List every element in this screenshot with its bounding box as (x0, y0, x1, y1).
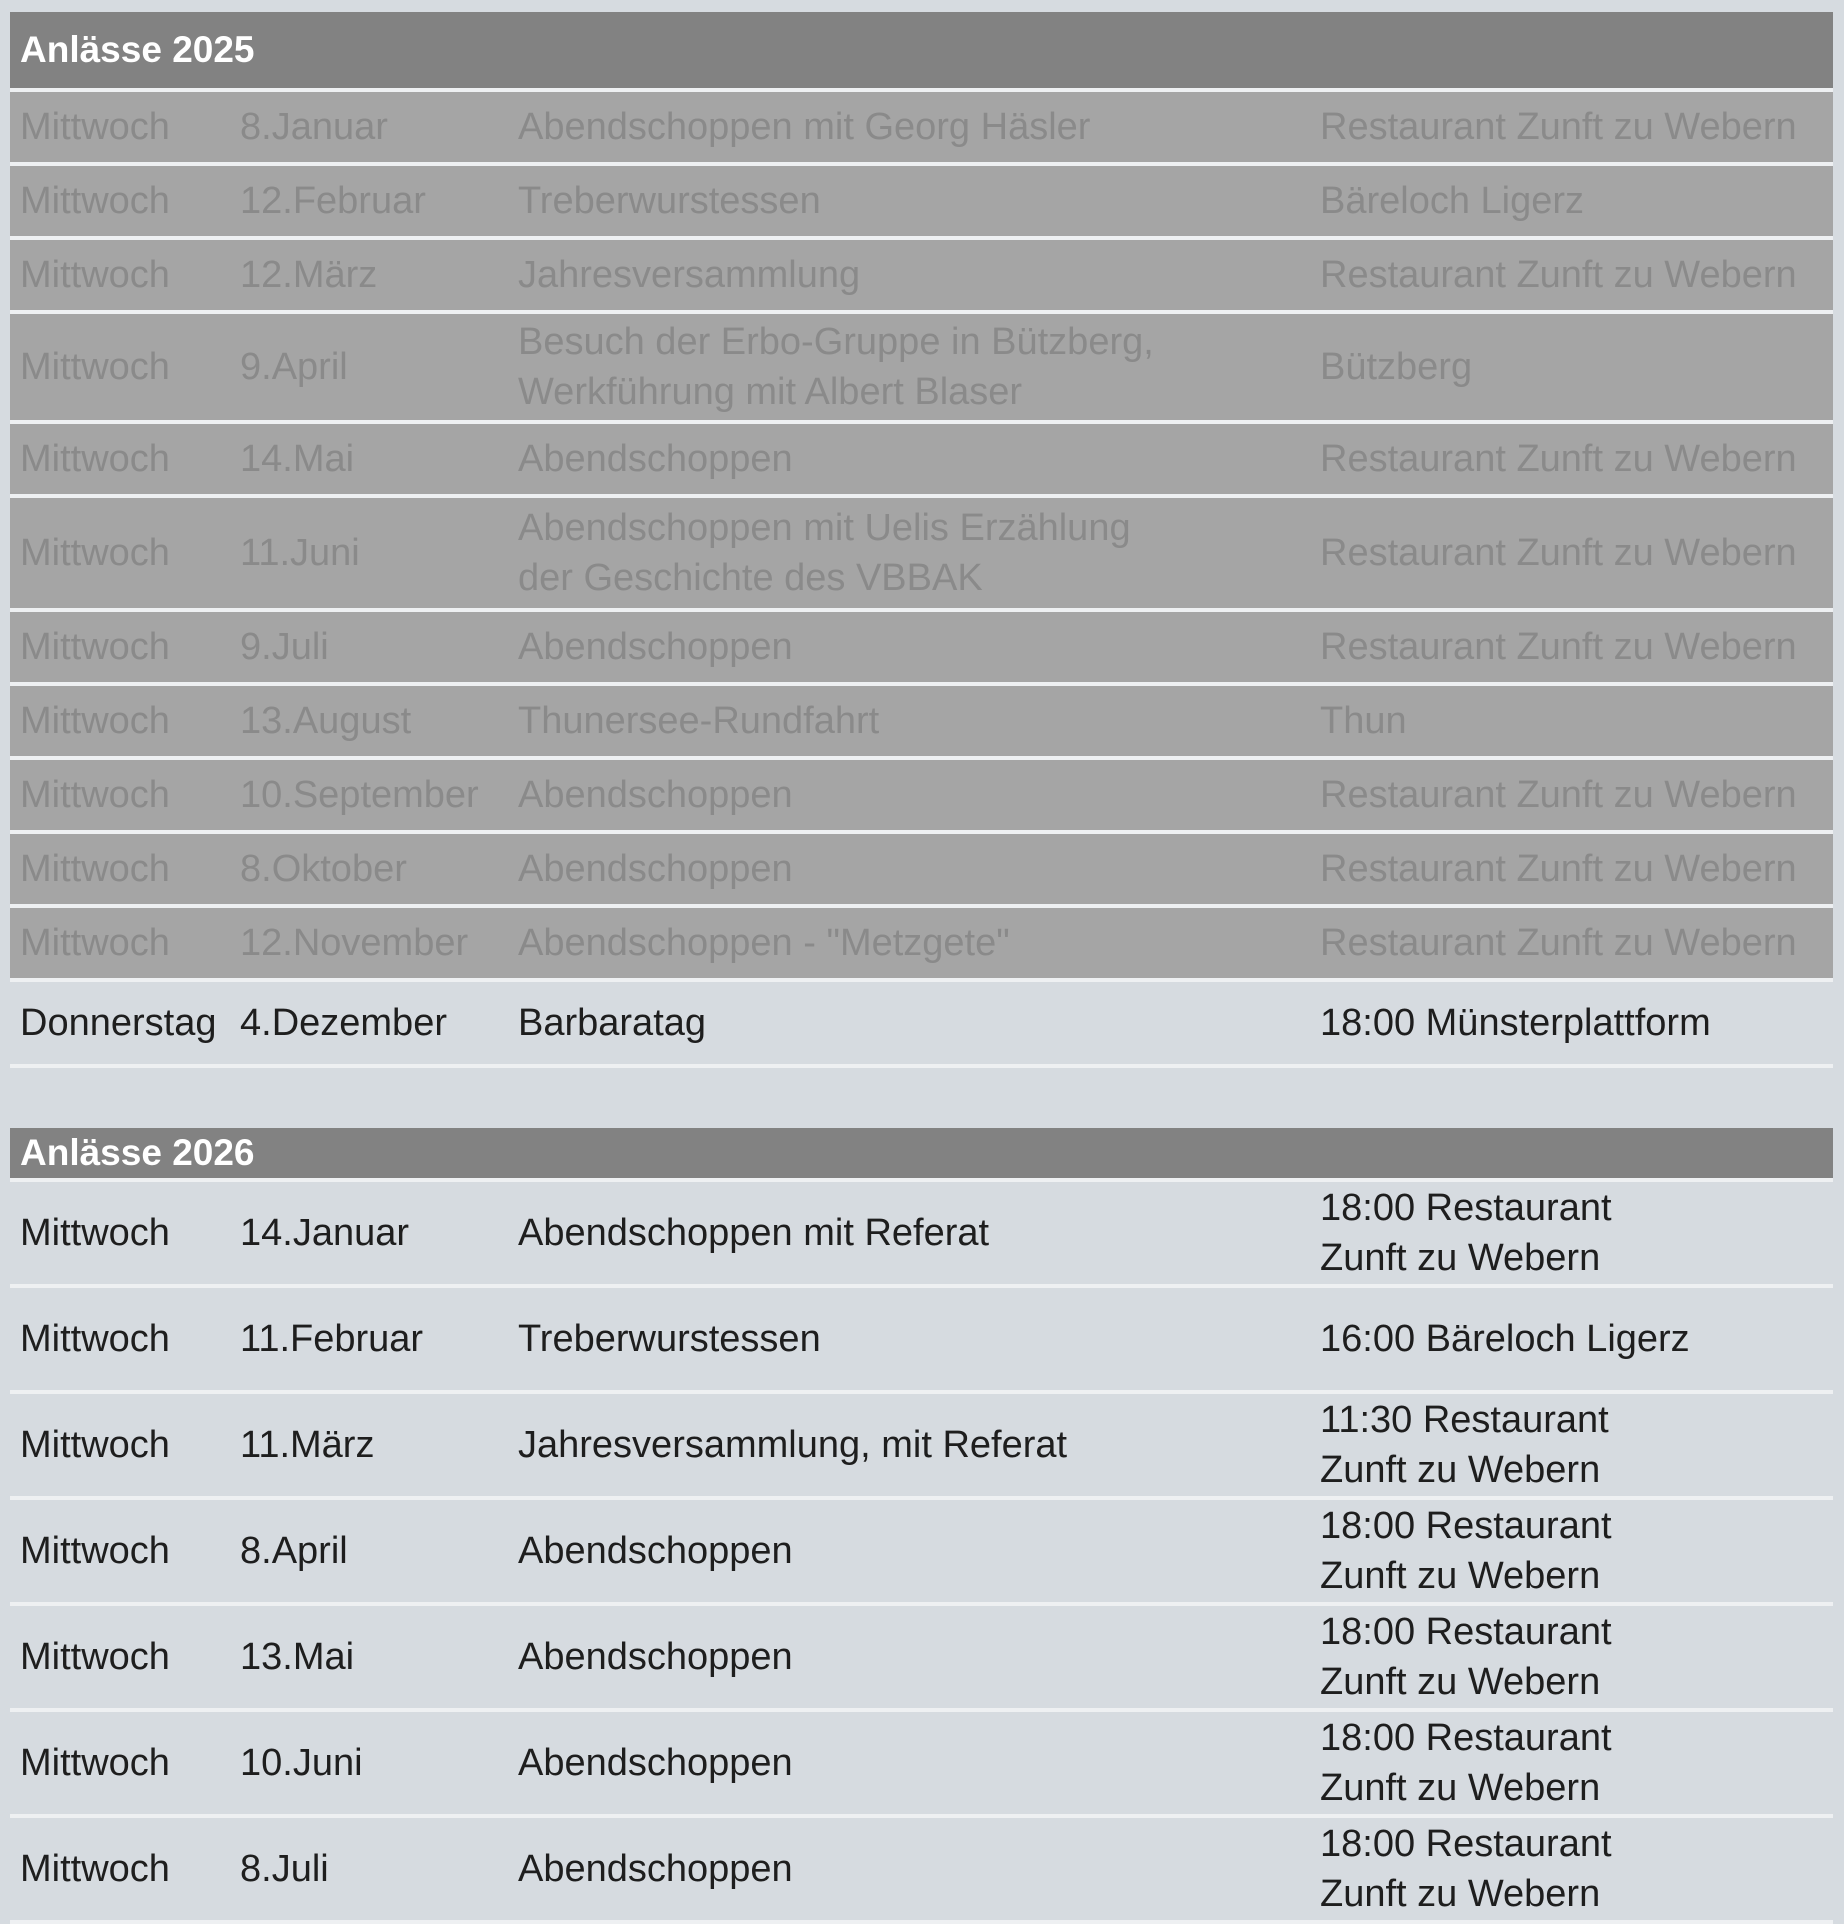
event-place: Restaurant Zunft zu Webern (1320, 922, 1797, 964)
event-date: 14.Januar (240, 1212, 410, 1254)
event-title: Treberwurstessen (518, 1318, 821, 1360)
event-day: Donnerstag (20, 1002, 217, 1044)
event-title: Besuch der Erbo-Gruppe in Bützberg, Werkführung mit Albert Blaser (518, 321, 1154, 413)
event-date: 11.Februar (240, 1318, 424, 1360)
event-date: 11.März (240, 1424, 375, 1466)
event-day: Mittwoch (20, 1318, 170, 1360)
table-row (10, 424, 1833, 498)
table-row (10, 1712, 1833, 1818)
event-title: Abendschoppen (518, 1530, 793, 1572)
event-date: 8.Juli (240, 1848, 329, 1890)
event-date: 13.August (240, 700, 412, 742)
event-title: Abendschoppen (518, 1636, 793, 1678)
event-day: Mittwoch (20, 848, 170, 890)
table-row (10, 1500, 1833, 1606)
event-day: Mittwoch (20, 1212, 170, 1254)
event-place: Restaurant Zunft zu Webern (1320, 254, 1797, 296)
event-day: Mittwoch (20, 1530, 170, 1572)
table-row (10, 166, 1833, 240)
table-row (10, 498, 1833, 612)
table-row (10, 760, 1833, 834)
event-title: Abendschoppen (518, 1742, 793, 1784)
event-title: Abendschoppen - "Metzgete" (518, 922, 1010, 964)
table-row (10, 1606, 1833, 1712)
table-row (10, 240, 1833, 314)
table-row (10, 1818, 1833, 1924)
event-title: Jahresversammlung (518, 254, 861, 296)
event-title: Abendschoppen (518, 774, 793, 816)
event-date: 12.Februar (240, 180, 426, 222)
events-2025-table (10, 12, 1833, 1068)
table-row (10, 612, 1833, 686)
event-date: 8.Oktober (240, 848, 407, 890)
events-2026-table (10, 1128, 1833, 1924)
event-title: Abendschoppen mit Uelis Erzählung der Geschichte des VBBAK (518, 507, 1131, 599)
event-place: 18:00 Restaurant Zunft zu Webern (1320, 1611, 1612, 1703)
table-row (10, 686, 1833, 760)
event-date: 9.Juli (240, 626, 329, 668)
event-place: 18:00 Restaurant Zunft zu Webern (1320, 1823, 1612, 1915)
event-place: Restaurant Zunft zu Webern (1320, 774, 1797, 816)
event-title: Barbaratag (518, 1002, 707, 1044)
table-row (10, 1288, 1833, 1394)
event-day: Mittwoch (20, 254, 170, 296)
event-place: 18:00 Restaurant Zunft zu Webern (1320, 1505, 1612, 1597)
event-date: 13.Mai (240, 1636, 355, 1678)
section-title-2026: Anlässe 2026 (10, 1128, 1833, 1182)
event-date: 12.März (240, 254, 378, 296)
event-date: 4.Dezember (240, 1002, 447, 1044)
event-place: Restaurant Zunft zu Webern (1320, 626, 1797, 668)
event-date: 8.April (240, 1530, 348, 1572)
event-title: Thunersee-Rundfahrt (518, 700, 880, 742)
event-day: Mittwoch (20, 626, 170, 668)
event-day: Mittwoch (20, 922, 170, 964)
table-row (10, 908, 1833, 982)
table-row (10, 982, 1833, 1068)
event-title: Treberwurstessen (518, 180, 821, 222)
event-place: 16:00 Bäreloch Ligerz (1320, 1318, 1690, 1360)
event-title: Abendschoppen (518, 438, 793, 480)
event-date: 10.Juni (240, 1742, 363, 1784)
event-place: Restaurant Zunft zu Webern (1320, 438, 1797, 480)
event-place: 11:30 Restaurant Zunft zu Webern (1320, 1399, 1609, 1491)
table-row (10, 314, 1833, 424)
event-place: Thun (1320, 700, 1407, 742)
event-place: Restaurant Zunft zu Webern (1320, 848, 1797, 890)
event-day: Mittwoch (20, 1742, 170, 1784)
event-place: Bäreloch Ligerz (1320, 180, 1585, 222)
event-day: Mittwoch (20, 700, 170, 742)
event-title: Jahresversammlung, mit Referat (518, 1424, 1068, 1466)
event-date: 9.April (240, 346, 348, 388)
event-place: Bützberg (1320, 346, 1473, 388)
event-day: Mittwoch (20, 774, 170, 816)
event-date: 12.November (240, 922, 469, 964)
event-title: Abendschoppen (518, 848, 793, 890)
event-day: Mittwoch (20, 532, 170, 574)
event-title: Abendschoppen mit Georg Häsler (518, 106, 1091, 148)
table-row (10, 1394, 1833, 1500)
table-row (10, 834, 1833, 908)
event-place: 18:00 Münsterplattform (1320, 1002, 1711, 1044)
event-title: Abendschoppen mit Referat (518, 1212, 990, 1254)
event-day: Mittwoch (20, 180, 170, 222)
event-place: Restaurant Zunft zu Webern (1320, 532, 1797, 574)
event-place: 18:00 Restaurant Zunft zu Webern (1320, 1187, 1612, 1279)
section-title-2025: Anlässe 2025 (10, 12, 1833, 92)
table-row (10, 92, 1833, 166)
event-date: 14.Mai (240, 438, 355, 480)
event-day: Mittwoch (20, 1424, 170, 1466)
event-date: 10.September (240, 774, 479, 816)
event-date: 8.Januar (240, 106, 388, 148)
event-day: Mittwoch (20, 346, 170, 388)
event-title: Abendschoppen (518, 1848, 793, 1890)
event-day: Mittwoch (20, 1636, 170, 1678)
event-title: Abendschoppen (518, 626, 793, 668)
event-place: Restaurant Zunft zu Webern (1320, 106, 1797, 148)
event-day: Mittwoch (20, 1848, 170, 1890)
event-day: Mittwoch (20, 438, 170, 480)
table-row (10, 1182, 1833, 1288)
event-day: Mittwoch (20, 106, 170, 148)
event-place: 18:00 Restaurant Zunft zu Webern (1320, 1717, 1612, 1809)
event-date: 11.Juni (240, 532, 360, 574)
